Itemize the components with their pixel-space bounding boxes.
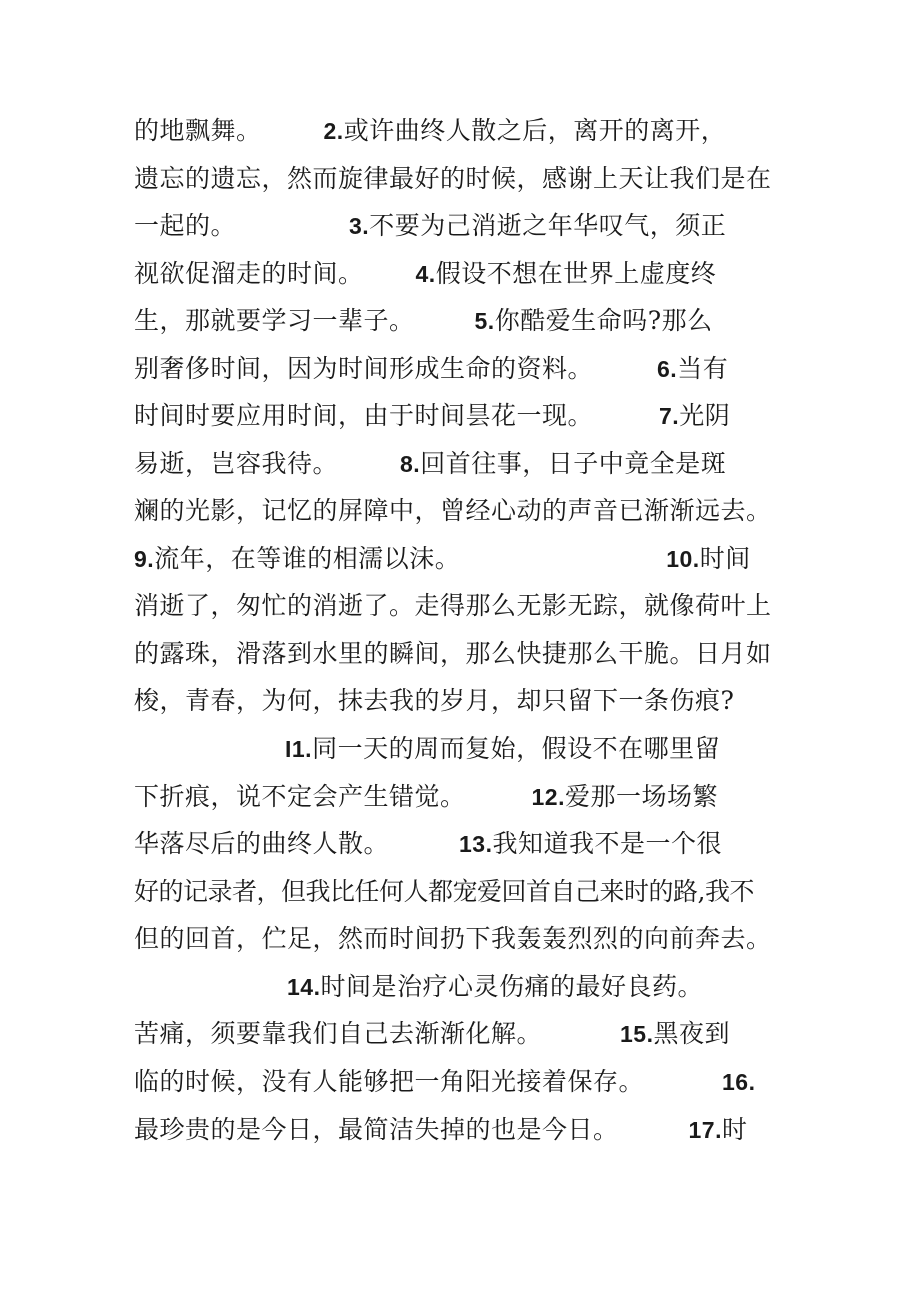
line-13-text: 梭，青春，为何，抹去我的岁月，却只留下一条伤痕? bbox=[134, 686, 735, 715]
line-2-text: 遗忘的遗忘，然而旋律最好的时候，感谢上天让我们是在 bbox=[134, 164, 772, 193]
item-number-9: 9. bbox=[134, 546, 155, 572]
item-number-10: 10. bbox=[666, 546, 700, 572]
line-19-text: 时间是治疗心灵伤痛的最好良药。 bbox=[320, 972, 703, 1001]
text-line-15 bbox=[134, 777, 718, 817]
item-number-5: 5. bbox=[474, 308, 495, 334]
line-4-continuation: 假设不想在世界上虚度终 bbox=[435, 259, 717, 288]
text-line-19 bbox=[287, 967, 703, 1007]
line-22-text: 最珍贵的是今日，最简洁失掉的也是今日。 bbox=[134, 1115, 619, 1144]
text-line-10 bbox=[134, 539, 751, 579]
item-number-13: 13. bbox=[459, 831, 493, 857]
line-8-continuation: 回首往事，日子中竟全是斑 bbox=[420, 449, 727, 478]
item-number-8: 8. bbox=[400, 451, 421, 477]
text-line-12 bbox=[134, 634, 772, 674]
line-5-continuation: 你酷爱生命吗?那么 bbox=[494, 306, 713, 335]
item-number-16: 16. bbox=[722, 1069, 756, 1095]
line-21-text: 临的时候，没有人能够把一角阳光接着保存。 bbox=[134, 1067, 645, 1096]
line-10-continuation: 时间 bbox=[699, 544, 751, 573]
item-number-4: 4. bbox=[415, 261, 436, 287]
line-20-continuation: 黑夜到 bbox=[653, 1019, 731, 1048]
line-11-text: 消逝了，匆忙的消逝了。走得那么无影无踪，就像荷叶上 bbox=[134, 591, 772, 620]
text-line-1 bbox=[134, 111, 726, 151]
item-number-15: 15. bbox=[620, 1021, 654, 1047]
text-line-14 bbox=[285, 729, 720, 769]
item-number-11: I1. bbox=[285, 736, 313, 762]
line-16-continuation: 我知道我不是一个很 bbox=[492, 829, 723, 858]
text-line-13 bbox=[134, 681, 734, 721]
line-8-text: 易逝，岂容我待。 bbox=[134, 449, 339, 478]
text-line-3 bbox=[134, 206, 726, 246]
line-5-text: 生，那就要学习一辈子。 bbox=[134, 306, 415, 335]
line-7-text: 时间时要应用时间，由于时间昙花一现。 bbox=[134, 401, 594, 430]
line-1-text: 的地飘舞。 bbox=[134, 116, 262, 145]
item-number-2: 2. bbox=[323, 118, 344, 144]
text-line-4 bbox=[134, 254, 716, 294]
text-line-22 bbox=[134, 1110, 748, 1150]
line-6-continuation: 当有 bbox=[677, 354, 729, 383]
text-line-17 bbox=[134, 872, 754, 912]
item-number-12: 12. bbox=[531, 784, 565, 810]
line-14-text: 同一天的周而复始，假设不在哪里留 bbox=[312, 734, 721, 763]
item-number-3: 3. bbox=[349, 213, 370, 239]
text-line-9 bbox=[134, 491, 772, 531]
text-line-20 bbox=[134, 1014, 730, 1054]
text-line-8 bbox=[134, 444, 726, 484]
line-17-text: 好的记录者，但我比任何人都宠爱回首自己来时的路,我不 bbox=[134, 877, 754, 906]
text-line-2 bbox=[134, 159, 772, 199]
line-3-text: 一起的。 bbox=[134, 211, 237, 240]
item-number-6: 6. bbox=[657, 356, 678, 382]
line-18-text: 但的回首，伫足，然而时间扔下我轰轰烈烈的向前奔去。 bbox=[134, 924, 772, 953]
item-number-7: 7. bbox=[659, 403, 680, 429]
line-22-continuation: 时 bbox=[722, 1115, 748, 1144]
line-15-continuation: 爱那一场场繁 bbox=[565, 782, 719, 811]
item-number-17: 17. bbox=[688, 1117, 722, 1143]
text-line-11 bbox=[134, 586, 772, 626]
line-15-text: 下折痕，说不定会产生错觉。 bbox=[134, 782, 466, 811]
text-line-5 bbox=[134, 301, 713, 341]
line-9-text: 斓的光影，记忆的屏障中，曾经心动的声音已渐渐远去。 bbox=[134, 496, 772, 525]
text-line-6 bbox=[134, 349, 728, 389]
line-6-text: 别奢侈时间，因为时间形成生命的资料。 bbox=[134, 354, 594, 383]
line-20-text: 苦痛，须要靠我们自己去渐渐化解。 bbox=[134, 1019, 543, 1048]
text-line-21 bbox=[134, 1062, 756, 1102]
line-7-continuation: 光阴 bbox=[679, 401, 731, 430]
line-12-text: 的露珠，滑落到水里的瞬间，那么快捷那么干脆。日月如 bbox=[134, 639, 772, 668]
line-1-continuation: 或许曲终人散之后，离开的离开， bbox=[343, 116, 727, 145]
text-line-18 bbox=[134, 919, 772, 959]
line-3-continuation: 不要为己消逝之年华叹气，须正 bbox=[369, 211, 727, 240]
line-4-text: 视欲促溜走的时间。 bbox=[134, 259, 364, 288]
text-line-16 bbox=[134, 824, 722, 864]
line-16-text: 华落尽后的曲终人散。 bbox=[134, 829, 390, 858]
item-number-14: 14. bbox=[287, 974, 321, 1000]
line-10-text: 流年，在等谁的相濡以沫。 bbox=[154, 544, 461, 573]
text-line-7 bbox=[134, 396, 730, 436]
